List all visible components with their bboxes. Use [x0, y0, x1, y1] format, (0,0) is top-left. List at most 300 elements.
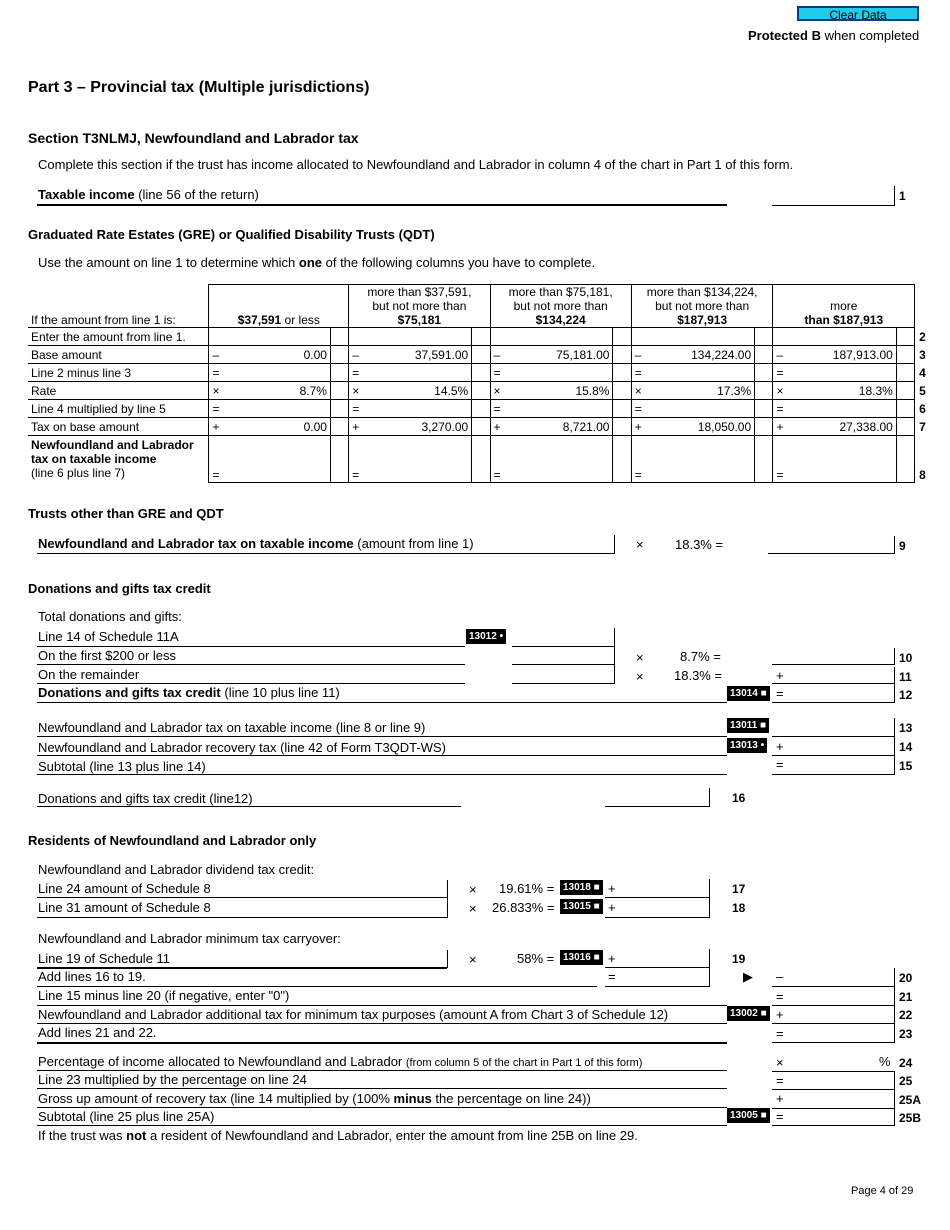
gre-row-label: Line 4 multiplied by line 5: [28, 400, 209, 418]
final-row-label: [28, 436, 209, 483]
stub: [613, 328, 631, 346]
line14-schedule-label: Line 14 of Schedule 11A: [38, 629, 179, 644]
gre-op: =: [490, 364, 514, 382]
residents-title: Residents of Newfoundland and Labrador only: [28, 833, 317, 848]
stub: [472, 364, 490, 382]
stub: [896, 400, 914, 418]
times-sign: ×: [469, 952, 477, 967]
gre-amount[interactable]: [655, 328, 755, 346]
plus-sign: +: [776, 668, 784, 683]
line-23-label: Add lines 21 and 22.: [38, 1025, 157, 1040]
divider: [37, 806, 461, 807]
divider: [447, 880, 448, 918]
gre-row-label: Line 2 minus line 3: [28, 364, 209, 382]
line-16-field[interactable]: [605, 788, 710, 807]
line-9-rate: 18.3% =: [675, 537, 724, 552]
stub: [755, 364, 773, 382]
line-17-rate: 19.61% =: [499, 881, 555, 896]
remainder-rate: 18.3% =: [674, 668, 723, 683]
gre-instruction: [38, 255, 595, 270]
times-sign: ×: [469, 882, 477, 897]
first-200-label: On the first $200 or less: [38, 648, 177, 663]
stub: [330, 436, 348, 483]
final-op: =: [209, 436, 233, 483]
gre-row-label: Tax on base amount: [28, 418, 209, 436]
gre-row: [28, 418, 950, 436]
stub: [330, 418, 348, 436]
divider: [614, 535, 615, 554]
gre-amount[interactable]: [514, 328, 613, 346]
code-13018: 13018 ■: [560, 880, 603, 895]
col-4-bold: $187,913: [677, 313, 728, 327]
trusts-other-title: Trusts other than GRE and QDT: [28, 506, 224, 521]
divider: [37, 1107, 727, 1108]
line-25-field[interactable]: [772, 1071, 895, 1090]
gre-op: [773, 328, 797, 346]
code-13005: 13005 ■: [727, 1108, 770, 1123]
line-20-field[interactable]: [772, 968, 895, 987]
gre-op: =: [490, 400, 514, 418]
divider: [37, 204, 727, 206]
col-5-bold: than $187,913: [804, 313, 884, 327]
clear-data-button[interactable]: Clear Data: [797, 6, 919, 21]
gre-amount: 0.00: [233, 346, 331, 364]
line-number: 11: [899, 670, 912, 684]
col-1-bold: $37,591: [237, 313, 282, 327]
line-number: 21: [899, 990, 913, 1004]
stub: [330, 328, 348, 346]
code-13016: 13016 ■: [560, 950, 603, 965]
stub: [330, 400, 348, 418]
equals-sign: =: [608, 969, 616, 984]
gre-amount: 3,270.00: [373, 418, 472, 436]
line-14-label: Newfoundland and Labrador recovery tax (line 42 of Form T3QDT-WS): [38, 740, 446, 755]
line-9-bold: Newfoundland and Labrador tax on taxable income: [38, 536, 354, 551]
line-number: 10: [899, 651, 913, 665]
credit-rest: (line 10 plus line 11): [224, 685, 340, 700]
gre-op: [631, 328, 655, 346]
line-19-field[interactable]: [605, 949, 710, 968]
gre-amount: 27,338.00: [797, 418, 897, 436]
col-3-mid: but not more than: [513, 299, 608, 313]
line-25b-field[interactable]: [772, 1108, 895, 1126]
line-21-field[interactable]: [772, 987, 895, 1006]
stub: [896, 364, 914, 382]
percent-sign: %: [879, 1054, 891, 1069]
times-sign: ×: [636, 669, 644, 684]
line-25-label: Line 23 multiplied by the percentage on line 24: [38, 1072, 307, 1087]
arrow-icon: ▶: [743, 969, 753, 984]
intro-text: Complete this section if the trust has income allocated to Newfoundland and Labrador in column 4 of the chart in Part 1 of this form.: [38, 157, 794, 172]
gre-amount: 17.3%: [655, 382, 755, 400]
stub: [755, 328, 773, 346]
line-number: 6: [919, 401, 926, 416]
divider: [37, 986, 597, 987]
line-22-field[interactable]: [772, 1005, 895, 1024]
line-13-field[interactable]: [772, 718, 895, 737]
line-12-field[interactable]: [772, 684, 895, 703]
line-22-label: Newfoundland and Labrador additional tax for minimum tax purposes (amount A from Chart 3 of Schedule 12): [38, 1007, 669, 1022]
final-op: =: [349, 436, 373, 483]
gre-op: –: [773, 346, 797, 364]
line-24-main: Percentage of income allocated to Newfoundland and Labrador: [38, 1054, 403, 1069]
gre-amount[interactable]: [233, 364, 331, 382]
gre-op: [490, 328, 514, 346]
gre-amount: 187,913.00: [797, 346, 897, 364]
line-number: 22: [899, 1008, 913, 1022]
stub: [896, 418, 914, 436]
min-tax-label: Newfoundland and Labrador minimum tax carryover:: [38, 931, 341, 946]
line-25a-a: Gross up amount of recovery tax (line 14 multiplied by (100%: [38, 1091, 394, 1106]
stub: [613, 382, 631, 400]
times-sign: ×: [636, 650, 644, 665]
gre-amount[interactable]: [233, 328, 331, 346]
line-number: 5: [919, 383, 926, 398]
divider: [37, 646, 465, 647]
line-23-field[interactable]: [772, 1024, 895, 1043]
gre-op: –: [631, 346, 655, 364]
line-16-label: Donations and gifts tax credit (line12): [38, 791, 253, 806]
line-9-field[interactable]: [768, 536, 895, 554]
gre-op: ×: [490, 382, 514, 400]
times-sign: ×: [776, 1055, 784, 1070]
protected-label: [748, 28, 919, 43]
line-number: 20: [899, 971, 913, 985]
final-field-2[interactable]: [373, 436, 472, 483]
plus-sign: +: [776, 1091, 784, 1106]
divider: [37, 1042, 727, 1044]
line-number: 3: [919, 347, 926, 362]
code-13014: 13014 ■: [727, 686, 770, 701]
divider: [37, 774, 727, 775]
line-number: 9: [899, 539, 906, 553]
gre-row: [28, 382, 950, 400]
gre-row: [28, 328, 950, 346]
remainder-field[interactable]: [512, 667, 614, 684]
line-number: 25B: [899, 1111, 922, 1125]
gre-op: =: [209, 364, 233, 382]
gre-op: +: [209, 418, 233, 436]
gre-op: =: [349, 400, 373, 418]
divider: [37, 1023, 727, 1024]
divider: [37, 1005, 727, 1006]
gre-op: ×: [631, 382, 655, 400]
code-13013: 13013 •: [727, 738, 767, 753]
line-number: 15: [899, 759, 913, 773]
gre-amount[interactable]: [233, 400, 331, 418]
divider: [37, 1088, 727, 1089]
gre-amount[interactable]: [373, 364, 472, 382]
divider: [37, 736, 727, 737]
line-25a-b: the percentage on line 24)): [431, 1091, 591, 1106]
gre-op: =: [631, 400, 655, 418]
line-20-label: Add lines 16 to 19.: [38, 969, 146, 984]
taxable-income-label: [38, 187, 259, 202]
gre-op: +: [631, 418, 655, 436]
col-2-mid: but not more than: [372, 299, 467, 313]
gre-header-row: [28, 285, 950, 328]
gre-op: +: [773, 418, 797, 436]
line-21-label: Line 15 minus line 20 (if negative, enter "0"): [38, 988, 290, 1003]
final-label-3: (line 6 plus line 7): [31, 466, 126, 480]
equals-sign: =: [776, 1073, 784, 1088]
stub: [613, 400, 631, 418]
gre-amount: 14.5%: [373, 382, 472, 400]
gre-amount: 8,721.00: [514, 418, 613, 436]
gre-row: [28, 400, 950, 418]
stub: [896, 346, 914, 364]
dividend-credit-label: Newfoundland and Labrador dividend tax credit:: [38, 862, 315, 877]
line-14-field[interactable]: [772, 737, 895, 756]
col-2-top: more than $37,591,: [367, 285, 472, 299]
equals-sign: =: [776, 989, 784, 1004]
line-19-label: Line 19 of Schedule 11: [38, 951, 171, 966]
gre-op: =: [773, 400, 797, 418]
gre-title: Graduated Rate Estates (GRE) or Qualified Disability Trusts (QDT): [28, 227, 435, 242]
divider: [447, 950, 448, 968]
final-field-1[interactable]: [233, 436, 331, 483]
gre-op: +: [490, 418, 514, 436]
divider: [37, 1070, 727, 1071]
line-25a-field[interactable]: [772, 1090, 895, 1109]
line-17-field[interactable]: [605, 879, 710, 898]
gre-op: [349, 328, 373, 346]
divider: [37, 683, 465, 684]
line-15-label: Subtotal (line 13 plus line 14): [38, 759, 206, 774]
line-number: 8: [919, 468, 926, 482]
donations-total-field[interactable]: [512, 628, 614, 647]
gre-op: ×: [349, 382, 373, 400]
protected-b: Protected B: [748, 28, 821, 43]
col-header-3: [490, 285, 631, 328]
gre-amount[interactable]: [373, 328, 472, 346]
total-donations-label: Total donations and gifts:: [38, 609, 182, 624]
final-op: =: [631, 436, 655, 483]
first-200-field[interactable]: [512, 648, 614, 665]
plus-sign: +: [608, 881, 616, 896]
line-number: 14: [899, 740, 913, 754]
line-number: 19: [732, 952, 746, 966]
instruction-a: Use the amount on line 1 to determine which: [38, 255, 299, 270]
line-number: 17: [732, 882, 746, 896]
first-200-rate: 8.7% =: [680, 649, 721, 664]
gre-amount: 8.7%: [233, 382, 331, 400]
final-label-2: tax on taxable income: [31, 452, 157, 466]
line-20-sum-field[interactable]: [605, 968, 710, 987]
stub: [472, 328, 490, 346]
trusts-other-label: [38, 536, 474, 551]
line-24-small: (from column 5 of the chart in Part 1 of this form): [405, 1057, 643, 1069]
line-18-label: Line 31 amount of Schedule 8: [38, 900, 211, 915]
final-label-1: Newfoundland and Labrador: [31, 438, 194, 452]
gre-amount: 75,181.00: [514, 346, 613, 364]
stub: [755, 418, 773, 436]
times-sign: ×: [469, 901, 477, 916]
equals-sign: =: [776, 1109, 784, 1124]
line-24-label: [38, 1054, 642, 1069]
line-number: 13: [899, 721, 913, 735]
equals-sign: =: [776, 1026, 784, 1041]
gre-op: ×: [209, 382, 233, 400]
line-18-field[interactable]: [605, 898, 710, 918]
line-number: 12: [899, 688, 913, 702]
gre-amount: 134,224.00: [655, 346, 755, 364]
gre-amount: 0.00: [233, 418, 331, 436]
final-field-5[interactable]: [797, 436, 897, 483]
final-op: =: [773, 436, 797, 483]
line-11-field[interactable]: [772, 667, 895, 684]
page-number: Page 4 of 29: [851, 1185, 914, 1197]
gre-op: –: [209, 346, 233, 364]
final-field-4[interactable]: [655, 436, 755, 483]
stub: [472, 418, 490, 436]
gre-op: +: [349, 418, 373, 436]
stub: [472, 382, 490, 400]
gre-amount[interactable]: [797, 364, 897, 382]
stub: [896, 436, 914, 483]
minus-sign: –: [776, 969, 784, 984]
line-25a-label: [38, 1091, 591, 1106]
stub: [755, 400, 773, 418]
col-1-tail: or less: [281, 313, 320, 327]
equals-sign: =: [776, 686, 784, 701]
line-number: 23: [899, 1027, 913, 1041]
plus-sign: +: [608, 900, 616, 915]
gre-op: =: [209, 400, 233, 418]
final-field-3[interactable]: [514, 436, 613, 483]
gre-final-row: [28, 436, 950, 483]
stub: [472, 400, 490, 418]
gre-op: ×: [773, 382, 797, 400]
gre-op: –: [490, 346, 514, 364]
gre-op: =: [349, 364, 373, 382]
divider: [37, 897, 447, 898]
gre-row-label: Enter the amount from line 1.: [28, 328, 209, 346]
plus-sign: +: [608, 951, 616, 966]
stub: [330, 346, 348, 364]
final-op: =: [490, 436, 514, 483]
divider: [37, 664, 465, 665]
stub: [613, 364, 631, 382]
gre-amount[interactable]: [373, 400, 472, 418]
protected-suffix: when completed: [824, 28, 920, 43]
gre-op: =: [773, 364, 797, 382]
donations-title: Donations and gifts tax credit: [28, 581, 211, 596]
note-bold: not: [126, 1128, 147, 1143]
col-5-mid: more: [830, 299, 858, 313]
stub: [472, 346, 490, 364]
gre-row-label: Rate: [28, 382, 209, 400]
line-25a-bold: minus: [393, 1091, 432, 1106]
divider: [37, 917, 447, 918]
line-24-field[interactable]: [772, 1053, 894, 1072]
line-10-field[interactable]: [772, 648, 895, 665]
stub: [896, 382, 914, 400]
gre-amount[interactable]: [797, 400, 897, 418]
code-13015: 13015 ■: [560, 899, 603, 914]
donations-credit-label: [38, 685, 340, 700]
gre-amount[interactable]: [797, 328, 897, 346]
gre-amount[interactable]: [514, 364, 613, 382]
divider: [37, 702, 727, 703]
stub: [755, 436, 773, 483]
taxable-income-rest: (line 56 of the return): [138, 187, 259, 202]
col-4-mid: but not more than: [655, 299, 750, 313]
stub: [330, 382, 348, 400]
col-header-1: [209, 285, 349, 328]
plus-sign: +: [776, 1007, 784, 1022]
gre-amount[interactable]: [655, 400, 755, 418]
note-b: a resident of Newfoundland and Labrador, enter the amount from line 25B on line 29.: [146, 1128, 638, 1143]
gre-amount[interactable]: [514, 400, 613, 418]
credit-bold: Donations and gifts tax credit: [38, 685, 221, 700]
divider: [37, 755, 727, 756]
gre-amount: 37,591.00: [373, 346, 472, 364]
gre-row: [28, 346, 950, 364]
line-number: 18: [732, 901, 746, 915]
col-header-5: [773, 285, 915, 328]
gre-amount: 18,050.00: [655, 418, 755, 436]
col-2-bold: $75,181: [397, 313, 442, 327]
stub: [613, 346, 631, 364]
col-header-4: [631, 285, 773, 328]
line-25b-label: Subtotal (line 25 plus line 25A): [38, 1109, 215, 1124]
gre-op: –: [349, 346, 373, 364]
plus-sign: +: [776, 739, 784, 754]
line-15-field[interactable]: [772, 756, 895, 775]
equals-sign: =: [776, 757, 784, 772]
line-19-rate: 58% =: [517, 951, 555, 966]
divider: [37, 1125, 727, 1126]
stub: [330, 364, 348, 382]
line-number: 24: [899, 1056, 913, 1070]
note-a: If the trust was: [38, 1128, 127, 1143]
stub: [755, 346, 773, 364]
line-number: 7: [919, 419, 926, 434]
stub: [613, 418, 631, 436]
non-resident-note: [38, 1128, 638, 1143]
stub: [755, 382, 773, 400]
line-number: 2: [919, 329, 926, 344]
instruction-b: of the following columns you have to complete.: [322, 255, 596, 270]
col-header-2: [349, 285, 490, 328]
line-number: 25A: [899, 1093, 922, 1107]
line-18-rate: 26.833% =: [492, 900, 555, 915]
gre-row-label: Base amount: [28, 346, 209, 364]
times-sign: ×: [636, 537, 644, 552]
gre-amount: 18.3%: [797, 382, 897, 400]
code-13011: 13011 ■: [727, 718, 769, 733]
line-number: 4: [919, 365, 926, 380]
line-17-label: Line 24 amount of Schedule 8: [38, 881, 211, 896]
row-header: If the amount from line 1 is:: [28, 285, 209, 328]
line-number: 1: [899, 189, 906, 203]
gre-table: [28, 284, 950, 483]
line-9-rest: (amount from line 1): [357, 536, 474, 551]
gre-amount[interactable]: [655, 364, 755, 382]
divider: [614, 628, 615, 684]
col-3-bold: $134,224: [535, 313, 586, 327]
section-title: Section T3NLMJ, Newfoundland and Labrador tax: [28, 130, 359, 146]
gre-row: [28, 364, 950, 382]
line-1-field[interactable]: [772, 186, 895, 206]
gre-amount: 15.8%: [514, 382, 613, 400]
spacer: [915, 285, 950, 328]
code-13012: 13012 •: [466, 629, 506, 644]
gre-op: =: [631, 364, 655, 382]
line-number: 16: [732, 791, 746, 805]
stub: [613, 436, 631, 483]
